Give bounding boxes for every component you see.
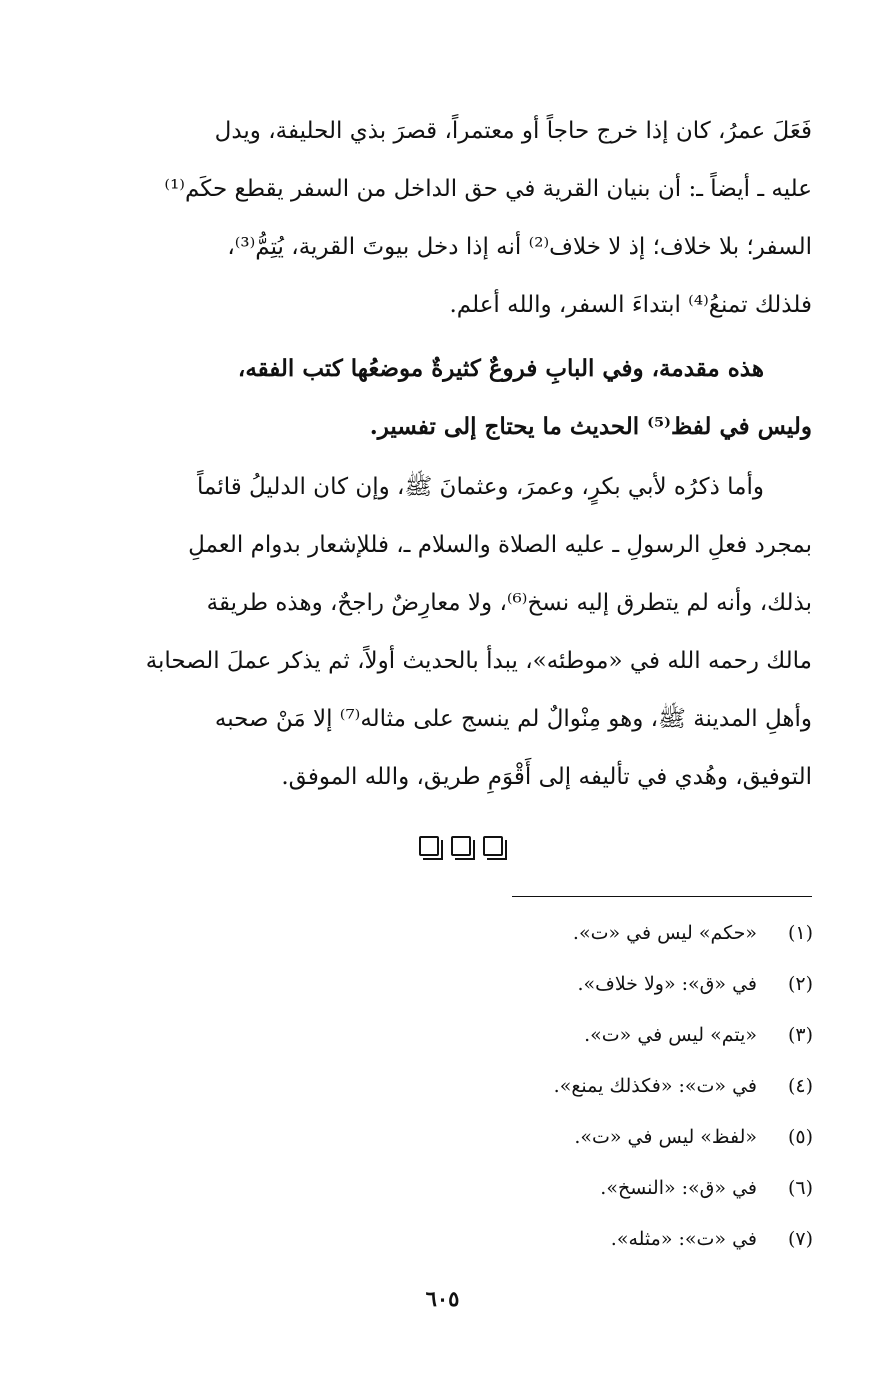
footnote-item bbox=[393, 1010, 813, 1061]
footnote-item bbox=[393, 1214, 813, 1265]
text-line: مالك رحمه الله في «موطئه»، يبدأ بالحديث أولاً، ثم يذكر عملَ الصحابة bbox=[145, 648, 812, 674]
footnotes bbox=[393, 908, 813, 1265]
text-line: فلذلك تمنعُ⁽⁴⁾ ابتداءَ السفر، والله أعلم. bbox=[449, 292, 812, 318]
footnote-number: (٧) bbox=[787, 1228, 813, 1250]
footnote-text: «يتم» ليس في «ت». bbox=[584, 1024, 757, 1046]
footnote-text: في «ت»: «مثله». bbox=[610, 1228, 757, 1250]
text-line: هذه مقدمة، وفي البابِ فروعٌ كثيرةٌ موضعُها كتب الفقه، bbox=[237, 355, 764, 382]
text-line: التوفيق، وهُدي في تأليفه إلى أَقْوَمِ طريق، والله الموفق. bbox=[281, 764, 812, 790]
footnote-separator bbox=[512, 896, 812, 897]
text-line: وأهلِ المدينة ﷺ، وهو مِنْوالٌ لم ينسج على مثاله⁽⁷⁾ إلا مَنْ صحبه bbox=[214, 706, 812, 732]
text-line: بذلك، وأنه لم يتطرق إليه نسخ⁽⁶⁾، ولا معارِضٌ راجحٌ، وهذه طريقة bbox=[206, 590, 812, 616]
text-line: وأما ذكرُه لأبي بكرٍ، وعمرَ، وعثمانَ ﷺ، وإن كان الدليلُ قائماً bbox=[197, 474, 764, 500]
footnote-item bbox=[393, 1061, 813, 1112]
section-divider-ornament bbox=[408, 833, 514, 859]
footnote-text: في «ق»: «النسخ». bbox=[600, 1177, 757, 1199]
text-line: فَعَلَ عمرُ، كان إذا خرج حاجاً أو معتمراً، قصرَ بذي الحليفة، ويدل bbox=[214, 118, 812, 144]
footnote-item bbox=[393, 959, 813, 1010]
paragraph-2-bold bbox=[100, 340, 812, 456]
footnote-text: في «ت»: «فكذلك يمنع». bbox=[553, 1075, 757, 1097]
footnote-number: (١) bbox=[787, 922, 813, 944]
paragraph-3 bbox=[100, 458, 812, 806]
footnote-number: (٦) bbox=[787, 1177, 813, 1199]
text-line: السفر؛ بلا خلاف؛ إذ لا خلاف⁽²⁾ أنه إذا دخل بيوتَ القرية، يُتِمُّ⁽³⁾، bbox=[227, 234, 812, 260]
footnote-number: (٤) bbox=[787, 1075, 813, 1097]
footnote-number: (٥) bbox=[787, 1126, 813, 1148]
footnote-text: «لفظ» ليس في «ت». bbox=[574, 1126, 757, 1148]
square-ornament-icon bbox=[483, 836, 503, 856]
footnote-item bbox=[393, 1112, 813, 1163]
footnote-text: في «ق»: «ولا خلاف». bbox=[577, 973, 757, 995]
text-line: عليه ـ أيضاً ـ: أن بنيان القرية في حق الداخل من السفر يقطع حكَم⁽¹⁾ bbox=[164, 176, 812, 202]
footnote-number: (٢) bbox=[787, 973, 813, 995]
footnote-text: «حكم» ليس في «ت». bbox=[572, 922, 757, 944]
footnote-item bbox=[393, 908, 813, 959]
page-number: ٦٠٥ bbox=[425, 1286, 460, 1311]
text-line: وليس في لفظ⁽⁵⁾ الحديث ما يحتاج إلى تفسير. bbox=[369, 413, 812, 440]
paragraph-1 bbox=[100, 102, 812, 334]
footnote-number: (٣) bbox=[787, 1024, 813, 1046]
footnote-item bbox=[393, 1163, 813, 1214]
text-line: بمجرد فعلِ الرسولِ ـ عليه الصلاة والسلام ـ، فللإشعار بدوام العملِ bbox=[188, 532, 812, 558]
square-ornament-icon bbox=[419, 836, 439, 856]
square-ornament-icon bbox=[451, 836, 471, 856]
